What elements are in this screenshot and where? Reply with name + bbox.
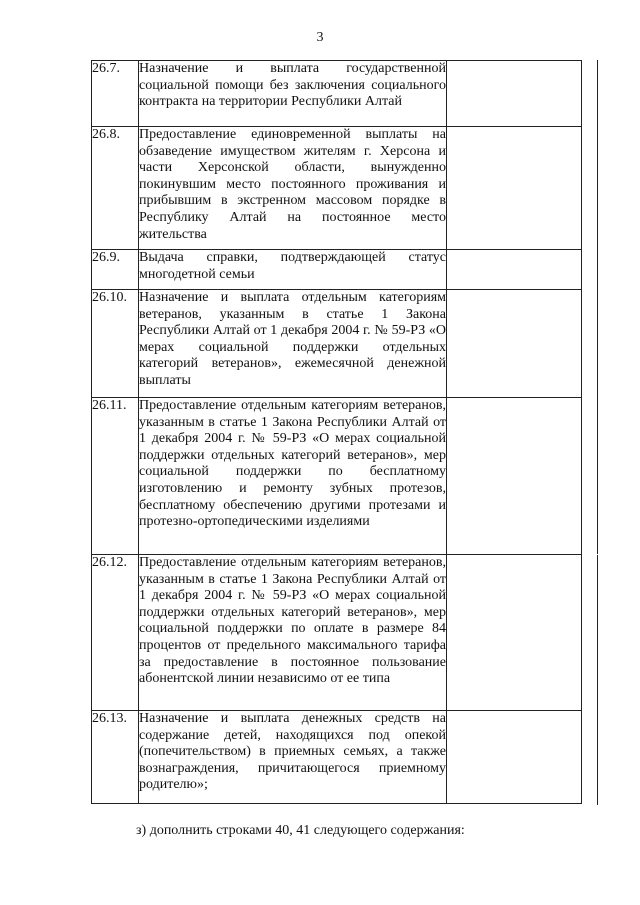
row-empty-cell	[447, 250, 582, 290]
row-number: 26.7.	[92, 61, 139, 127]
services-table	[91, 60, 582, 804]
row-text: Назначение и выплата отдельным категориям ветеранов, указанным в статье 1 Закона Республики Алтай от 1 декабря 2004 г. № 59-РЗ «О мерах социальной поддержки отдельных категорий ветеранов», ежемесячной денежной выплаты	[139, 290, 447, 398]
row-empty-cell	[447, 290, 582, 398]
row-text: Предоставление единовременной выплаты на обзаведение имуществом жителям г. Херсона и части Херсонской области, вынужденно покинувшим место постоянного проживания и прибывшим в экстренном массовом порядке в Республику Алтай на постоянное место жительства	[139, 127, 447, 250]
row-number: 26.13.	[92, 711, 139, 804]
row-number: 26.12.	[92, 555, 139, 711]
row-number: 26.10.	[92, 290, 139, 398]
footer-text: з) дополнить строками 40, 41 следующего содержания:	[136, 823, 465, 838]
table-row	[92, 127, 582, 250]
row-number: 26.8.	[92, 127, 139, 250]
row-empty-cell	[447, 61, 582, 127]
row-number: 26.11.	[92, 398, 139, 555]
row-empty-cell	[447, 127, 582, 250]
page-number: 3	[316, 30, 324, 45]
row-empty-cell	[447, 555, 582, 711]
row-text: Выдача справки, подтверждающей статус многодетной семьи	[139, 250, 447, 290]
row-text: Назначение и выплата денежных средств на содержание детей, находящихся под опекой (попечительством) в приемных семьях, а также вознаграждения, причитающегося приемному родителю»;	[139, 711, 447, 804]
table-row	[92, 290, 582, 398]
row-number: 26.9.	[92, 250, 139, 290]
row-empty-cell	[447, 398, 582, 555]
row-empty-cell	[447, 711, 582, 804]
right-border-line	[597, 555, 598, 805]
row-text: Предоставление отдельным категориям ветеранов, указанным в статье 1 Закона Республики Алтай от 1 декабря 2004 г. № 59-РЗ «О мерах социальной поддержки отдельных категорий ветеранов», мер социальной поддержки по оплате в размере 84 процентов от предельного максимального тарифа за предоставление в постоянное пользование абонентской линии независимо от ее типа	[139, 555, 447, 711]
table-row	[92, 555, 582, 711]
right-border-line	[597, 60, 598, 554]
row-text: Предоставление отдельным категориям ветеранов, указанным в статье 1 Закона Республики Алтай от 1 декабря 2004 г. № 59-РЗ «О мерах социальной поддержки отдельных категорий ветеранов», мер социальной поддержки по бесплатному изготовлению и ремонту зубных протезов, бесплатному обеспечению другими протезами и протезно-ортопедическими изделиями	[139, 398, 447, 555]
table-row	[92, 250, 582, 290]
row-text: Назначение и выплата государственной социальной помощи без заключения социального контракта на территории Республики Алтай	[139, 61, 447, 127]
table-row	[92, 398, 582, 555]
table-row	[92, 711, 582, 804]
table-row	[92, 61, 582, 127]
